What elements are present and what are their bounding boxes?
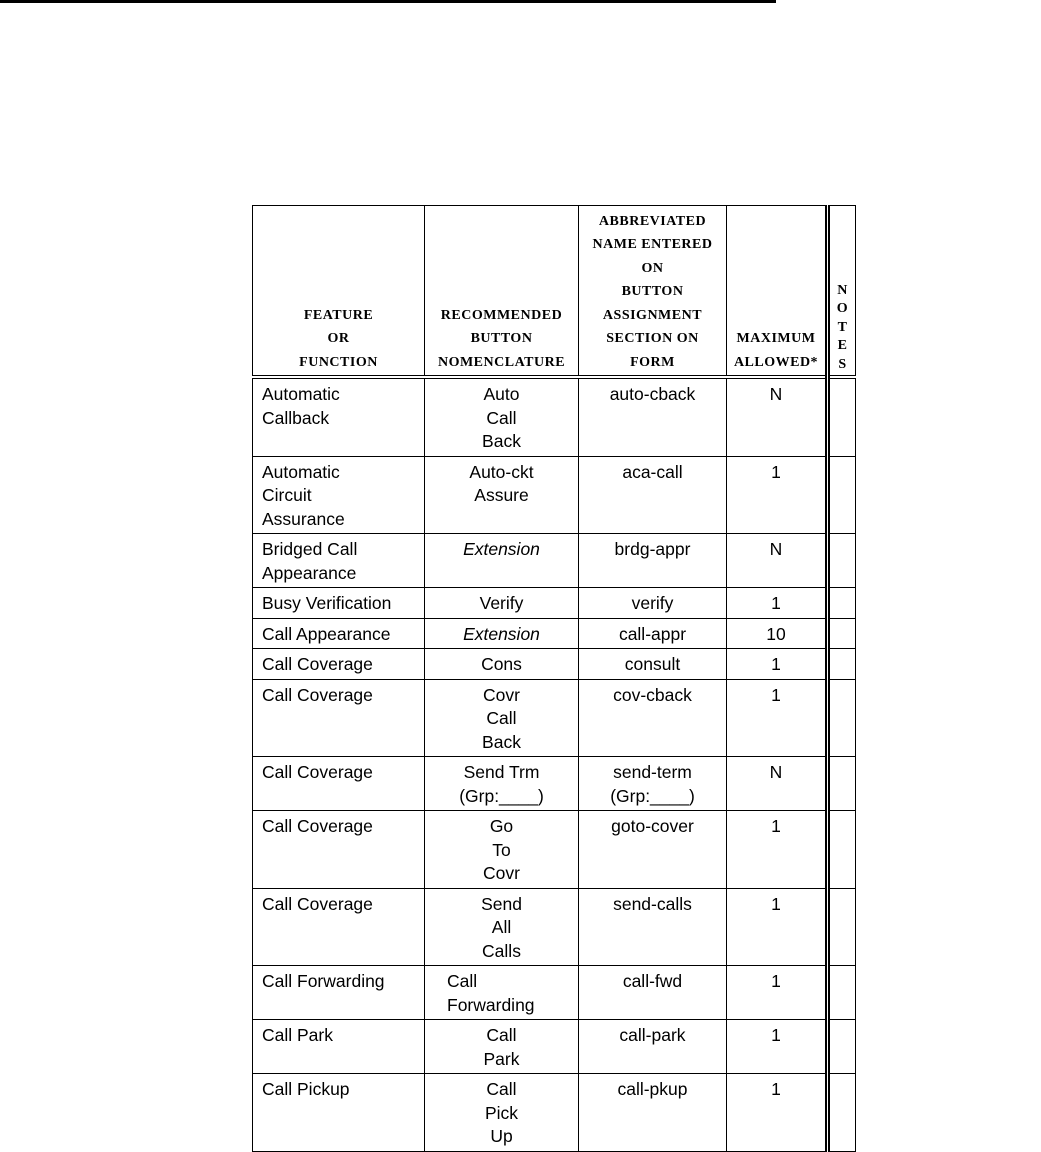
- recommended-cell: Call Park: [425, 1020, 579, 1074]
- feature-cell: Automatic Circuit Assurance: [253, 456, 425, 534]
- abbreviated-cell: goto-cover: [579, 811, 727, 889]
- feature-cell: Bridged Call Appearance: [253, 534, 425, 588]
- notes-cell: [828, 588, 856, 619]
- abbreviated-cell: call-appr: [579, 618, 727, 649]
- recommended-cell: Verify: [425, 588, 579, 619]
- maximum-cell: 1: [727, 649, 828, 680]
- header-recommended: RECOMMENDED BUTTON NOMENCLATURE: [425, 206, 579, 378]
- table-row: [253, 811, 856, 889]
- header-notes: N O T E S: [828, 206, 856, 378]
- table-row: [253, 534, 856, 588]
- abbreviated-cell: send-term (Grp:____): [579, 757, 727, 811]
- recommended-cell: Call Pick Up: [425, 1074, 579, 1152]
- table-row: [253, 1020, 856, 1074]
- recommended-cell: Extension: [425, 618, 579, 649]
- recommended-cell: Cons: [425, 649, 579, 680]
- button-assignment-table-wrapper: [252, 205, 855, 1152]
- header-abbreviated: ABBREVIATED NAME ENTERED ON BUTTON ASSIGNMENT SECTION ON FORM: [579, 206, 727, 378]
- abbreviated-cell: auto-cback: [579, 377, 727, 456]
- abbreviated-cell: call-pkup: [579, 1074, 727, 1152]
- abbreviated-cell: verify: [579, 588, 727, 619]
- top-rule: [0, 0, 776, 3]
- recommended-cell: Covr Call Back: [425, 679, 579, 757]
- maximum-cell: 1: [727, 1074, 828, 1152]
- abbreviated-cell: call-fwd: [579, 966, 727, 1020]
- recommended-cell: Send All Calls: [425, 888, 579, 966]
- table-row: [253, 966, 856, 1020]
- recommended-cell: Go To Covr: [425, 811, 579, 889]
- notes-cell: [828, 456, 856, 534]
- feature-cell: Call Coverage: [253, 888, 425, 966]
- feature-cell: Call Park: [253, 1020, 425, 1074]
- notes-cell: [828, 618, 856, 649]
- maximum-cell: 10: [727, 618, 828, 649]
- abbreviated-cell: send-calls: [579, 888, 727, 966]
- feature-cell: Call Coverage: [253, 649, 425, 680]
- notes-cell: [828, 966, 856, 1020]
- table-row: [253, 888, 856, 966]
- maximum-cell: 1: [727, 1020, 828, 1074]
- recommended-cell: Auto Call Back: [425, 377, 579, 456]
- notes-cell: [828, 1020, 856, 1074]
- notes-cell: [828, 888, 856, 966]
- abbreviated-cell: brdg-appr: [579, 534, 727, 588]
- feature-cell: Call Pickup: [253, 1074, 425, 1152]
- notes-cell: [828, 534, 856, 588]
- maximum-cell: 1: [727, 679, 828, 757]
- maximum-cell: 1: [727, 966, 828, 1020]
- maximum-cell: 1: [727, 588, 828, 619]
- button-assignment-table: [252, 205, 856, 1152]
- feature-cell: Call Forwarding: [253, 966, 425, 1020]
- recommended-cell: Extension: [425, 534, 579, 588]
- feature-cell: Automatic Callback: [253, 377, 425, 456]
- maximum-cell: N: [727, 377, 828, 456]
- feature-cell: Busy Verification: [253, 588, 425, 619]
- feature-cell: Call Coverage: [253, 811, 425, 889]
- recommended-cell: Send Trm (Grp:____): [425, 757, 579, 811]
- table-row: [253, 649, 856, 680]
- notes-cell: [828, 757, 856, 811]
- maximum-cell: N: [727, 534, 828, 588]
- maximum-cell: 1: [727, 888, 828, 966]
- header-maximum: MAXIMUM ALLOWED*: [727, 206, 828, 378]
- feature-cell: Call Coverage: [253, 757, 425, 811]
- header-feature: FEATURE OR FUNCTION: [253, 206, 425, 378]
- table-row: [253, 588, 856, 619]
- notes-cell: [828, 679, 856, 757]
- feature-cell: Call Appearance: [253, 618, 425, 649]
- notes-cell: [828, 811, 856, 889]
- maximum-cell: 1: [727, 811, 828, 889]
- table-row: [253, 757, 856, 811]
- abbreviated-cell: aca-call: [579, 456, 727, 534]
- abbreviated-cell: call-park: [579, 1020, 727, 1074]
- notes-cell: [828, 377, 856, 456]
- abbreviated-cell: cov-cback: [579, 679, 727, 757]
- maximum-cell: N: [727, 757, 828, 811]
- header-row: [253, 206, 856, 378]
- table-row: [253, 1074, 856, 1152]
- table-row: [253, 618, 856, 649]
- table-row: [253, 456, 856, 534]
- maximum-cell: 1: [727, 456, 828, 534]
- notes-cell: [828, 1074, 856, 1152]
- recommended-cell: Call Forwarding: [425, 966, 579, 1020]
- recommended-cell: Auto-ckt Assure: [425, 456, 579, 534]
- table-row: [253, 679, 856, 757]
- abbreviated-cell: consult: [579, 649, 727, 680]
- notes-cell: [828, 649, 856, 680]
- feature-cell: Call Coverage: [253, 679, 425, 757]
- table-row: [253, 377, 856, 456]
